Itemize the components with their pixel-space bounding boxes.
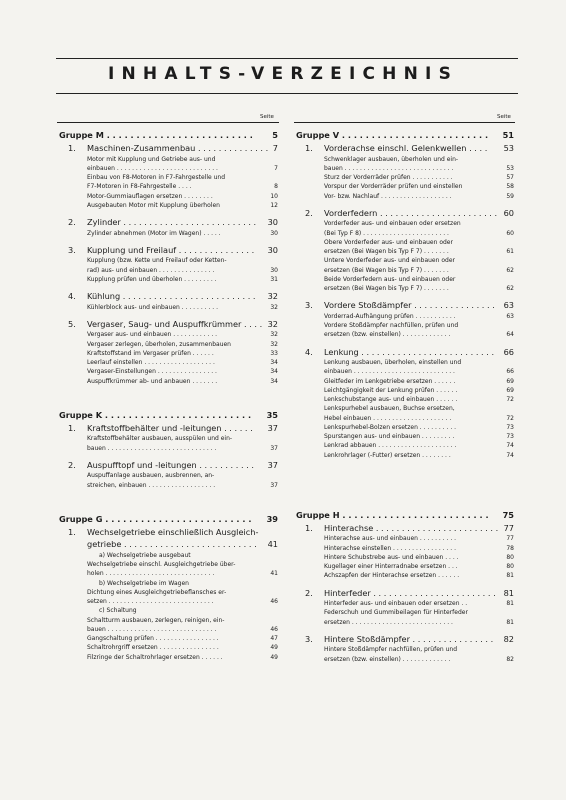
entry-title: Vordere Stoßdämpfer nachfüllen, prüfen und xyxy=(324,322,459,329)
toc-entry xyxy=(59,173,278,182)
toc-entry xyxy=(59,155,278,164)
toc-entry xyxy=(59,653,278,662)
entry-title: Schaltrohrgriff ersetzen . . . . . . . . . . . . . . . . xyxy=(87,644,219,652)
seite-label-left: Seite xyxy=(260,114,274,120)
page-number: 66 xyxy=(506,368,514,376)
section-entry xyxy=(296,587,514,600)
page-number: 32 xyxy=(267,318,278,329)
page-number: 30 xyxy=(270,266,278,274)
toc-entry xyxy=(296,192,514,201)
entry-title: Obere Vorderfeder aus- und einbauen oder xyxy=(324,238,453,246)
toc-entry xyxy=(59,625,278,634)
toc-entry xyxy=(296,155,514,164)
entry-title: ersetzen (Bei Wagen bis Typ F 7) . . . . . . . xyxy=(324,266,449,274)
page-number: 69 xyxy=(506,386,514,394)
entry-title: Auspuffanlage ausbauen, ausbrennen, an- xyxy=(87,472,215,480)
entry-title: Dichtung eines Ausgleichgetriebeflansches er- xyxy=(87,588,227,596)
group-heading xyxy=(59,408,278,422)
group-heading xyxy=(59,128,278,142)
toc-entry xyxy=(59,182,278,191)
page-number: 57 xyxy=(506,174,514,181)
entry-title: Vor- bzw. Nachlauf . . . . . . . . . . . . . . . . . . . xyxy=(324,192,452,200)
entry-title: Ausgebauten Motor mit Kupplung überholen xyxy=(87,201,220,209)
entry-title: Gleitfeder im Lenkgetriebe ersetzen . . . . . . xyxy=(324,377,456,385)
toc-entry xyxy=(296,534,514,543)
entry-title: Hinterfeder aus- und einbauen oder ersetzen . . xyxy=(324,600,468,607)
entry-title: einbauen . . . . . . . . . . . . . . . . . . . . . . . . . . . xyxy=(87,164,218,172)
entry-title: Gruppe H . . . . . . . . . . . . . . . . . . . . . . . . . xyxy=(296,509,489,520)
entry-title: Lenkung ausbauen, überholen, einstellen und xyxy=(324,359,462,366)
section-entry xyxy=(59,538,278,551)
entry-title: bauen . . . . . . . . . . . . . . . . . . . . . . . . . . . . . xyxy=(324,164,454,172)
toc-entry xyxy=(296,266,514,275)
section-entry xyxy=(59,318,278,331)
toc-entry xyxy=(296,377,514,386)
entry-title: Federschuh und Gummibeilagen für Hinterfeder xyxy=(324,609,468,617)
toc-entry xyxy=(296,395,514,404)
page-number: 82 xyxy=(503,633,514,644)
page-number: 81 xyxy=(506,572,514,580)
entry-title: Lenkrohrlager (-Futter) ersetzen . . . . . . . . xyxy=(324,451,451,459)
page-number: 49 xyxy=(270,644,278,652)
entry-title: ersetzen (bzw. einstellen) . . . . . . . . . . . . . xyxy=(324,655,451,663)
toc-entry xyxy=(59,588,278,597)
page-number: 81 xyxy=(503,587,514,598)
toc-entry xyxy=(296,367,514,376)
section-number: 1. xyxy=(305,143,313,153)
entry-title: Kupplung (bzw. Kette und Freilauf oder Ketten- xyxy=(87,257,227,265)
page-number: 41 xyxy=(267,539,278,550)
section-entry xyxy=(296,346,514,359)
toc-entry xyxy=(296,553,514,562)
entry-title: Motor-Gummiauflagen ersetzen . . . . . . . . xyxy=(87,192,213,200)
left-column xyxy=(59,128,278,662)
page-number: 61 xyxy=(506,248,514,255)
page-number: 7 xyxy=(274,164,278,172)
toc-entry xyxy=(59,634,278,643)
page-number: 80 xyxy=(506,563,514,570)
entry-title: Einbau von F8-Motoren in F7-Fahrgestelle und xyxy=(87,174,225,181)
section-entry xyxy=(59,526,278,539)
entry-title: b) Wechselgetriebe im Wagen xyxy=(99,579,189,587)
toc-entry xyxy=(296,275,514,284)
entry-title: holen . . . . . . . . . . . . . . . . . . . . . . . . . . . . . xyxy=(87,570,215,578)
toc-entry xyxy=(296,173,514,182)
page-number: 82 xyxy=(506,655,514,663)
entry-title: Hintere Stoßdämpfer nachfüllen, prüfen und xyxy=(324,646,458,654)
page-number: 30 xyxy=(267,244,278,255)
page-number: 64 xyxy=(506,331,514,339)
toc-entry xyxy=(59,444,278,453)
toc-entry xyxy=(296,618,514,627)
page-number: 62 xyxy=(506,266,514,274)
toc-entry xyxy=(296,238,514,247)
section-number: 2. xyxy=(68,459,76,470)
page-number: 72 xyxy=(506,414,514,422)
page-number: 60 xyxy=(503,207,514,218)
page-number: 46 xyxy=(270,598,278,605)
entry-title: Lenkschubstange aus- und einbauen . . . . . . xyxy=(324,396,458,403)
toc-entry xyxy=(296,562,514,571)
entry-title: Achszapfen der Hinterachse ersetzen . . . . . . xyxy=(324,572,460,580)
page-number: 63 xyxy=(503,300,514,311)
entry-title: Kraftstoffstand im Vergaser prüfen . . . . . . xyxy=(87,349,214,357)
page-number: 74 xyxy=(506,442,514,450)
page-number: 32 xyxy=(267,291,278,301)
entry-title: Vorderachse einschl. Gelenkwellen . . . . xyxy=(324,143,488,153)
section-entry xyxy=(59,290,278,303)
entry-title: Leerlauf einstellen . . . . . . . . . . . . . . . . . . . xyxy=(87,359,215,366)
toc-entry xyxy=(296,599,514,608)
toc-entry xyxy=(296,182,514,191)
entry-title: Motor mit Kupplung und Getriebe aus- und xyxy=(87,155,216,163)
entry-title: Gruppe G . . . . . . . . . . . . . . . . . . . . . . . . . xyxy=(59,513,252,524)
title-top-rule xyxy=(56,58,518,59)
toc-entry xyxy=(296,284,514,293)
page-number: 49 xyxy=(270,653,278,661)
entry-title: Kühlung . . . . . . . . . . . . . . . . . . . . . . . . . . xyxy=(87,291,256,301)
left-column-rule xyxy=(57,122,279,123)
page-number: 32 xyxy=(270,303,278,311)
section-entry xyxy=(59,422,278,435)
entry-title: Hintere Schubstrebe aus- und einbauen . . . . xyxy=(324,553,459,561)
entry-title: Kugellager einer Hinterradnabe ersetzen . . . xyxy=(324,563,458,570)
page-number: 5 xyxy=(272,130,278,140)
entry-title: Hinterfeder . . . . . . . . . . . . . . . . . . . . . . . . xyxy=(324,587,496,598)
section-number: 2. xyxy=(305,587,313,598)
entry-title: Zylinder abnehmen (Motor im Wagen) . . . . . xyxy=(87,229,221,237)
entry-title: Vergaser zerlegen, überholen, zusammenbauen xyxy=(87,340,231,348)
entry-title: Vorderfedern . . . . . . . . . . . . . . . . . . . . . . . xyxy=(324,207,498,218)
spacer xyxy=(59,386,278,408)
entry-title: Kraftstoffbehälter und -leitungen . . . . . . xyxy=(87,422,253,433)
page-number: 8 xyxy=(274,183,278,191)
section-entry xyxy=(296,633,514,646)
section-number: 3. xyxy=(305,633,313,644)
entry-title: Untere Vorderfeder aus- und einbauen oder xyxy=(324,257,455,265)
toc-entry xyxy=(296,451,514,460)
toc-entry xyxy=(59,256,278,265)
entry-title: a) Wechselgetriebe ausgebaut xyxy=(99,551,191,559)
page-number: 73 xyxy=(506,433,514,440)
page-number: 7 xyxy=(272,143,278,153)
entry-title: Schwenklager ausbauen, überholen und ein- xyxy=(324,155,459,163)
entry-title: Auspufftopf und -leitungen . . . . . . . . . . . xyxy=(87,459,254,470)
entry-title: c) Schaltung xyxy=(99,607,137,615)
toc-entry xyxy=(59,358,278,367)
entry-title: Beide Vorderfedern aus- und einbauen oder xyxy=(324,275,456,283)
entry-title: Kupplung prüfen und überholen . . . . . . . . . xyxy=(87,275,217,283)
toc-entry xyxy=(296,544,514,553)
toc-entry xyxy=(296,330,514,339)
page-number: 35 xyxy=(266,409,278,420)
page-number: 63 xyxy=(506,312,514,320)
entry-title: Lenkrad abbauen . . . . . . . . . . . . . . . . . . . . . xyxy=(324,442,457,450)
entry-title: Hinterachse einstellen . . . . . . . . . . . . . . . . . xyxy=(324,544,456,552)
entry-title: Wechselgetriebe einschl. Ausgleichgetriebe über- xyxy=(87,561,236,568)
entry-title: einbauen . . . . . . . . . . . . . . . . . . . . . . . . . . . xyxy=(324,368,455,376)
toc-entry xyxy=(59,330,278,339)
entry-title: Lenkspurhebel-Bolzen ersetzen . . . . . . . . . . xyxy=(324,423,457,431)
page-number: 46 xyxy=(270,625,278,633)
page-number: 12 xyxy=(270,201,278,209)
page-number: 77 xyxy=(506,535,514,543)
entry-title: Hintere Stoßdämpfer . . . . . . . . . . . . . . . . xyxy=(324,633,494,644)
spacer xyxy=(296,460,514,508)
page-number: 74 xyxy=(506,451,514,459)
toc-entry xyxy=(59,643,278,652)
page-number: 81 xyxy=(506,600,514,607)
section-entry xyxy=(59,459,278,472)
section-entry xyxy=(296,207,514,220)
page-number: 37 xyxy=(267,422,278,433)
toc-entry xyxy=(296,256,514,265)
toc-entry xyxy=(59,471,278,480)
page-number: 53 xyxy=(503,143,514,153)
spacer xyxy=(59,490,278,512)
section-number: 1. xyxy=(68,526,76,537)
section-number: 4. xyxy=(68,291,76,301)
entry-title: Zylinder . . . . . . . . . . . . . . . . . . . . . . . . . . xyxy=(87,217,257,227)
entry-title: Kühlerblock aus- und einbauen . . . . . . . . . . xyxy=(87,303,218,311)
toc-entry xyxy=(59,560,278,569)
section-number: 3. xyxy=(305,300,313,311)
seite-label-right: Seite xyxy=(497,114,511,120)
right-column xyxy=(296,128,514,664)
toc-entry xyxy=(296,645,514,654)
toc-entry xyxy=(296,423,514,432)
entry-title: streichen, einbauen . . . . . . . . . . . . . . . . . . xyxy=(87,481,216,489)
entry-title: Filzringe der Schaltrohrlager ersetzen . . . . . . xyxy=(87,653,223,661)
section-number: 1. xyxy=(68,422,76,433)
entry-title: bauen . . . . . . . . . . . . . . . . . . . . . . . . . . . . . xyxy=(87,444,217,452)
toc-entry xyxy=(296,608,514,617)
section-entry xyxy=(59,142,278,155)
page-number: 32 xyxy=(270,331,278,339)
entry-title: ersetzen (Bei Wagen bis Typ F 7) . . . . . . . xyxy=(324,248,449,255)
page-number: 75 xyxy=(502,509,514,520)
section-entry xyxy=(296,522,514,535)
page-number: 60 xyxy=(506,229,514,237)
toc-entry xyxy=(296,432,514,441)
title-bottom-rule xyxy=(56,93,518,94)
toc-entry xyxy=(59,349,278,358)
page-number: 37 xyxy=(270,481,278,489)
entry-title: Hinterachse aus- und einbauen . . . . . . . . . . xyxy=(324,535,457,543)
toc-entry xyxy=(59,303,278,312)
group-heading xyxy=(59,512,278,526)
toc-entry xyxy=(296,312,514,321)
toc-entry xyxy=(296,229,514,238)
toc-entry xyxy=(59,266,278,275)
toc-entry xyxy=(296,386,514,395)
section-number: 5. xyxy=(68,318,76,329)
entry-title: Lenkung . . . . . . . . . . . . . . . . . . . . . . . . . . xyxy=(324,346,495,357)
toc-entry xyxy=(296,571,514,580)
toc-entry xyxy=(59,377,278,386)
entry-title: Leichtgängigkeit der Lenkung prüfen . . . . . . xyxy=(324,386,458,394)
page-number: 39 xyxy=(266,513,278,524)
toc-entry xyxy=(59,340,278,349)
toc-entry xyxy=(59,579,278,588)
group-heading xyxy=(296,508,514,522)
toc-entry xyxy=(59,597,278,606)
entry-title: Schaltturm ausbauen, zerlegen, reinigen, ein- xyxy=(87,616,225,624)
entry-title: bauen . . . . . . . . . . . . . . . . . . . . . . . . . . . . . xyxy=(87,625,217,633)
entry-title: (Bei Typ F 8) . . . . . . . . . . . . . . . . . . . . . . . xyxy=(324,229,449,237)
page-number: 34 xyxy=(270,368,278,376)
toc-entry xyxy=(296,219,514,228)
page-number: 53 xyxy=(506,164,514,172)
toc-entry xyxy=(296,414,514,423)
page-number: 31 xyxy=(270,275,278,283)
page-number: 41 xyxy=(270,570,278,578)
page-number: 77 xyxy=(503,522,514,533)
entry-title: Kupplung und Freilauf . . . . . . . . . . . . . . . xyxy=(87,244,255,255)
page-number: 33 xyxy=(270,349,278,357)
toc-entry xyxy=(59,367,278,376)
toc-entry xyxy=(296,404,514,413)
section-number: 2. xyxy=(305,207,313,218)
page-number: 73 xyxy=(506,423,514,431)
entry-title: Gruppe K . . . . . . . . . . . . . . . . . . . . . . . . . xyxy=(59,409,252,420)
page-number: 78 xyxy=(506,544,514,552)
toc-entry xyxy=(296,247,514,256)
entry-title: Gruppe M . . . . . . . . . . . . . . . . . . . . . . . . . xyxy=(59,130,253,140)
toc-entry xyxy=(296,164,514,173)
page-number: 80 xyxy=(506,553,514,561)
entry-title: setzen . . . . . . . . . . . . . . . . . . . . . . . . . . . . xyxy=(87,598,214,605)
entry-title: Hinterachse . . . . . . . . . . . . . . . . . . . . . . . . xyxy=(324,522,499,533)
entry-title: ersetzen (bzw. einstellen) . . . . . . . . . . . . . xyxy=(324,331,451,339)
entry-title: Spurstangen aus- und einbauen . . . . . . . . . xyxy=(324,433,455,440)
entry-title: getriebe . . . . . . . . . . . . . . . . . . . . . . . . . . xyxy=(87,539,257,550)
entry-title: Vorderfeder aus- und einbauen oder ersetzen xyxy=(324,220,461,228)
toc-entry xyxy=(59,229,278,238)
entry-title: Hebel einbauen . . . . . . . . . . . . . . . . . . . . . xyxy=(324,414,452,422)
entry-title: Vergaser aus- und einbauen . . . . . . . . . . . . xyxy=(87,331,218,339)
entry-title: ersetzen (Bei Wagen bis Typ F 7) . . . . . . . xyxy=(324,285,449,292)
section-entry xyxy=(296,142,514,155)
page-number: 37 xyxy=(270,444,278,452)
page-number: 62 xyxy=(506,285,514,292)
section-entry xyxy=(296,299,514,312)
page-number: 51 xyxy=(502,130,514,140)
section-entry xyxy=(59,216,278,229)
entry-title: Vorderrad-Aufhängung prüfen . . . . . . . . . . . xyxy=(324,312,456,320)
entry-title: Vordere Stoßdämpfer . . . . . . . . . . . . . . . . xyxy=(324,300,495,311)
page-number: 10 xyxy=(270,192,278,200)
page-title: INHALTS-VERZEICHNIS xyxy=(107,64,459,84)
toc-entry xyxy=(296,655,514,664)
toc-entry xyxy=(59,164,278,173)
toc-entry xyxy=(59,551,278,560)
toc-entry xyxy=(296,358,514,367)
page-number: 81 xyxy=(506,618,514,626)
toc-entry xyxy=(59,569,278,578)
page-number: 32 xyxy=(270,340,278,348)
toc-entry xyxy=(296,441,514,450)
entry-title: Wechselgetriebe einschließlich Ausgleich- xyxy=(87,526,259,537)
entry-title: Lenkspurhebel ausbauen, Buchse ersetzen, xyxy=(324,405,455,413)
page-number: 30 xyxy=(270,229,278,237)
page-number: 34 xyxy=(270,359,278,366)
page-number: 37 xyxy=(267,459,278,470)
page-number: 58 xyxy=(506,183,514,191)
section-number: 4. xyxy=(305,346,313,357)
page-number: 34 xyxy=(270,377,278,385)
entry-title: Gangschaltung prüfen . . . . . . . . . . . . . . . . . xyxy=(87,635,219,642)
page-number: 59 xyxy=(506,192,514,200)
entry-title: Kraftstoffbehälter ausbauen, ausspülen und ein- xyxy=(87,435,233,443)
toc-entry xyxy=(59,606,278,615)
section-number: 1. xyxy=(68,143,76,153)
entry-title: F7-Motoren in F8-Fahrgestelle . . . . xyxy=(87,183,192,191)
entry-title: Maschinen-Zusammenbau . . . . . . . . . . . . . . xyxy=(87,143,269,153)
toc-entry xyxy=(59,481,278,490)
entry-title: Sturz der Vorderräder prüfen . . . . . . . . . . . xyxy=(324,174,453,181)
entry-title: Auspuffkrümmer ab- und anbauen . . . . . . . xyxy=(87,377,218,385)
section-entry xyxy=(59,244,278,257)
entry-title: Gruppe V . . . . . . . . . . . . . . . . . . . . . . . . . xyxy=(296,130,489,140)
toc-entry xyxy=(59,434,278,443)
entry-title: Vorspur der Vorderräder prüfen und einstellen xyxy=(324,183,463,191)
entry-title: Vergaser-Einstellungen . . . . . . . . . . . . . . . . xyxy=(87,368,217,376)
toc-entry xyxy=(59,192,278,201)
page-number: 30 xyxy=(267,217,278,227)
toc-entry xyxy=(59,616,278,625)
section-number: 2. xyxy=(68,217,76,227)
toc-entry xyxy=(296,321,514,330)
right-column-rule xyxy=(294,122,515,123)
entry-title: ersetzen . . . . . . . . . . . . . . . . . . . . . . . . . . . xyxy=(324,618,453,626)
section-number: 1. xyxy=(305,522,313,533)
page-number: 72 xyxy=(506,396,514,403)
page-number: 69 xyxy=(506,377,514,385)
entry-title: rad) aus- und einbauen . . . . . . . . . . . . . . . xyxy=(87,266,215,274)
toc-entry xyxy=(59,201,278,210)
toc-entry xyxy=(59,275,278,284)
entry-title: Vergaser, Saug- und Auspuffkrümmer . . . . xyxy=(87,318,263,329)
group-heading xyxy=(296,128,514,142)
section-number: 3. xyxy=(68,244,76,255)
page-number: 66 xyxy=(503,346,514,357)
page-number: 47 xyxy=(270,635,278,642)
